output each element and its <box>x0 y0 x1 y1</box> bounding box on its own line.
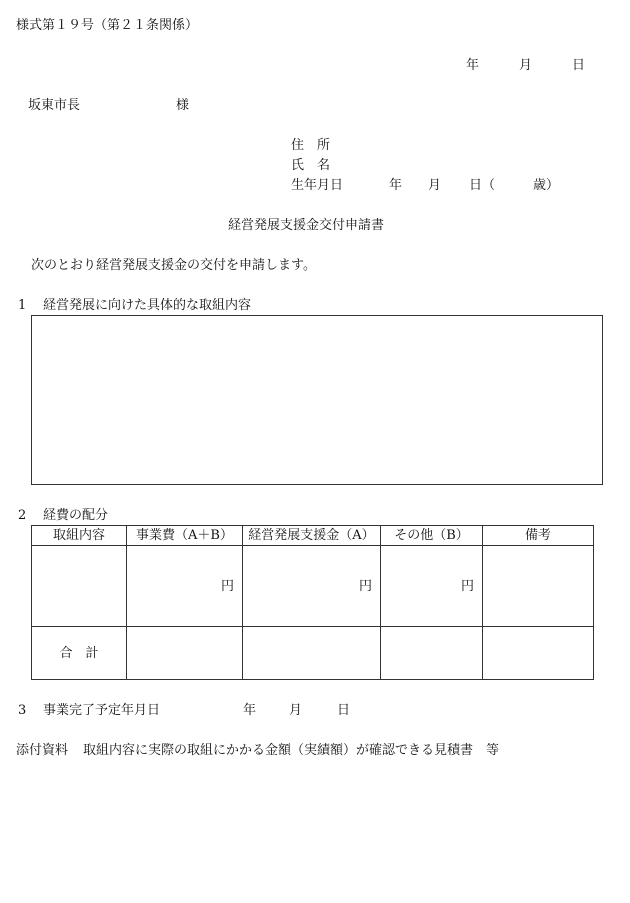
header-activity: 取組内容 <box>32 526 127 546</box>
applicant-birth-label: 生年月日 <box>291 178 344 193</box>
completion-month: 月 <box>289 703 303 718</box>
form-number: 様式第１９号（第２１条関係） <box>16 18 199 33</box>
yen-unit: 円 <box>358 578 372 594</box>
cell-other[interactable] <box>381 546 483 627</box>
section3-number: 3 <box>18 703 27 718</box>
header-project-cost: 事業費（A＋B） <box>127 526 243 546</box>
cell-activity[interactable] <box>32 546 127 627</box>
section1-number: 1 <box>18 298 27 313</box>
attachment-text: 取組内容に実際の取組にかかる金額（実績額）が確認できる見積書 等 <box>83 743 500 758</box>
total-other[interactable] <box>381 627 483 680</box>
document-title: 経営発展支援金交付申請書 <box>228 218 385 233</box>
section2-number: 2 <box>18 508 27 523</box>
cell-remarks[interactable] <box>483 546 594 627</box>
addressee-honorific: 様 <box>176 98 190 113</box>
header-other: その他（B） <box>381 526 483 546</box>
header-subsidy: 経営発展支援金（A） <box>243 526 381 546</box>
cell-project-cost[interactable] <box>127 546 243 627</box>
table-header-row <box>32 526 594 546</box>
yen-unit: 円 <box>220 578 234 594</box>
header-remarks: 備考 <box>483 526 594 546</box>
completion-year: 年 <box>243 703 257 718</box>
applicant-birth-day: 日（ <box>469 178 496 193</box>
attachment-label: 添付資料 <box>16 743 69 758</box>
applicant-address-label: 住 所 <box>291 138 331 153</box>
activity-content-box[interactable] <box>31 315 603 485</box>
table-row <box>32 546 594 627</box>
applicant-birth-year: 年 <box>389 178 403 193</box>
section2-label: 経費の配分 <box>43 508 109 523</box>
cost-allocation-table <box>31 525 594 680</box>
total-label: 合 計 <box>32 627 127 680</box>
addressee-name: 坂東市長 <box>28 98 81 113</box>
applicant-birth-month: 月 <box>428 178 442 193</box>
intro-text: 次のとおり経営発展支援金の交付を申請します。 <box>31 258 316 273</box>
table-total-row <box>32 627 594 680</box>
yen-unit: 円 <box>460 578 474 594</box>
applicant-age: 歳） <box>533 178 560 193</box>
date-day: 日 <box>572 58 586 73</box>
section3-label: 事業完了予定年月日 <box>43 703 161 718</box>
date-year: 年 <box>466 58 480 73</box>
total-project-cost[interactable] <box>127 627 243 680</box>
applicant-name-label: 氏 名 <box>291 158 331 173</box>
completion-day: 日 <box>337 703 351 718</box>
total-subsidy[interactable] <box>243 627 381 680</box>
cell-subsidy[interactable] <box>243 546 381 627</box>
section1-label: 経営発展に向けた具体的な取組内容 <box>43 298 252 313</box>
date-month: 月 <box>519 58 533 73</box>
total-remarks[interactable] <box>483 627 594 680</box>
